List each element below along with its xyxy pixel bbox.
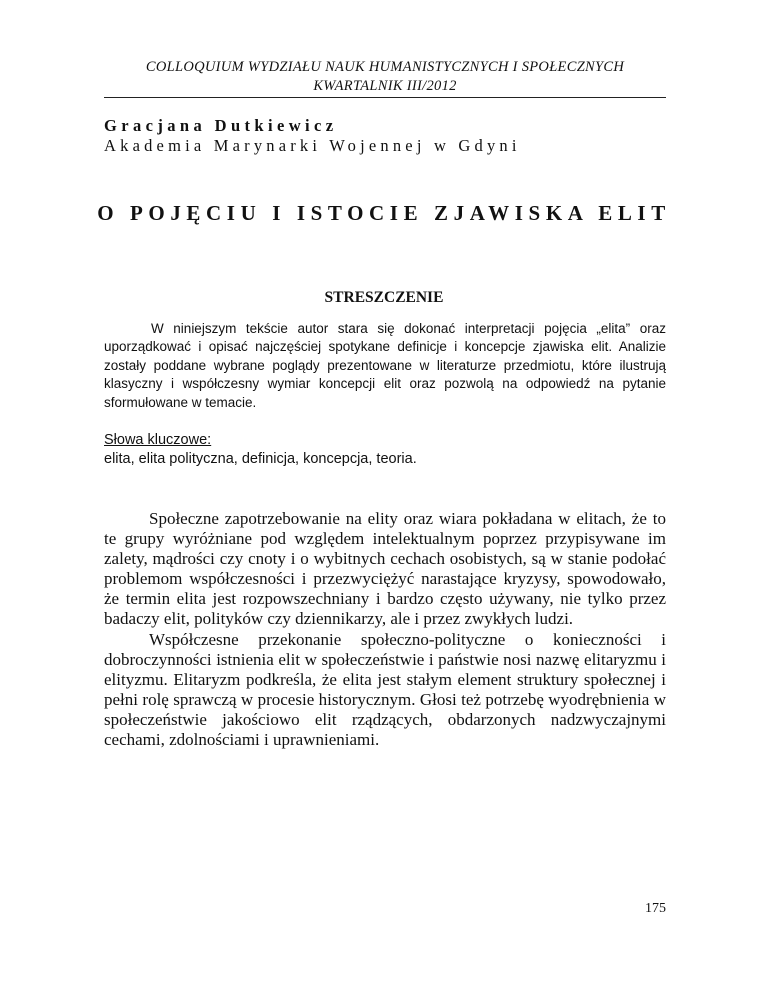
journal-issue: KWARTALNIK III/2012 bbox=[313, 78, 457, 94]
article-body bbox=[104, 509, 666, 750]
body-paragraph: Społeczne zapotrzebowanie na elity oraz wiara pokładana w elitach, że to te grupy wyróżniane pod względem intelektualnym poprzez przypisywane im zalety, mądrości czy cnoty i o wybitnych cechach osobistych, są w stanie podołać problemom współczesności i przezwyciężyć narastające kryzysy, spowodowało, że termin elita jest rozpowszechniany i bardzo często używany, nie tylko przez badaczy elit, polityków czy dziennikarzy, ale i przez zwykłych ludzi. bbox=[104, 509, 666, 629]
body-paragraph: Współczesne przekonanie społeczno-polityczne o konieczności i dobroczynności istnienia elit w społeczeństwie i państwie nosi nazwę elitaryzmu i elityzmu. Elitaryzm podkreśla, że elita jest stałym element struktury społecznej i pełni rolę sprawczą w procesie historycznym. Głosi też potrzebę wyodrębnienia w społeczeństwie jakościowo elit rządzących, obdarzonych nadzwyczajnymi cechami, zdolnościami i uprawnieniami. bbox=[104, 629, 666, 750]
keywords-list: elita, elita polityczna, definicja, koncepcja, teoria. bbox=[104, 451, 417, 467]
journal-title: COLLOQUIUM WYDZIAŁU NAUK HUMANISTYCZNYCH I SPOŁECZNYCH bbox=[145, 59, 625, 75]
author-name: Gracjana Dutkiewicz bbox=[104, 116, 338, 135]
author-block bbox=[104, 116, 521, 156]
keywords-heading: Słowa kluczowe: bbox=[104, 432, 212, 448]
abstract-heading: STRESZCZENIE bbox=[324, 289, 444, 306]
author-affiliation: Akademia Marynarki Wojennej w Gdyni bbox=[104, 136, 521, 155]
page-number: 175 bbox=[645, 901, 666, 916]
article-title: O POJĘCIU I ISTOCIE ZJAWISKA ELIT bbox=[97, 201, 671, 225]
abstract-text: W niniejszym tekście autor stara się dokonać interpretacji pojęcia „elita” oraz uporządkować i opisać najczęściej spotykane definicje i koncepcje zjawiska elit. Analizie zostały poddane wybrane poglądy prezentowane w literaturze przedmiotu, które ilustrują klasyczny i współczesny wymiar koncepcji elit oraz pozwolą na odpowiedź na pytanie sformułowane w temacie. bbox=[104, 321, 666, 410]
header-divider bbox=[104, 97, 666, 98]
journal-header bbox=[104, 58, 666, 96]
